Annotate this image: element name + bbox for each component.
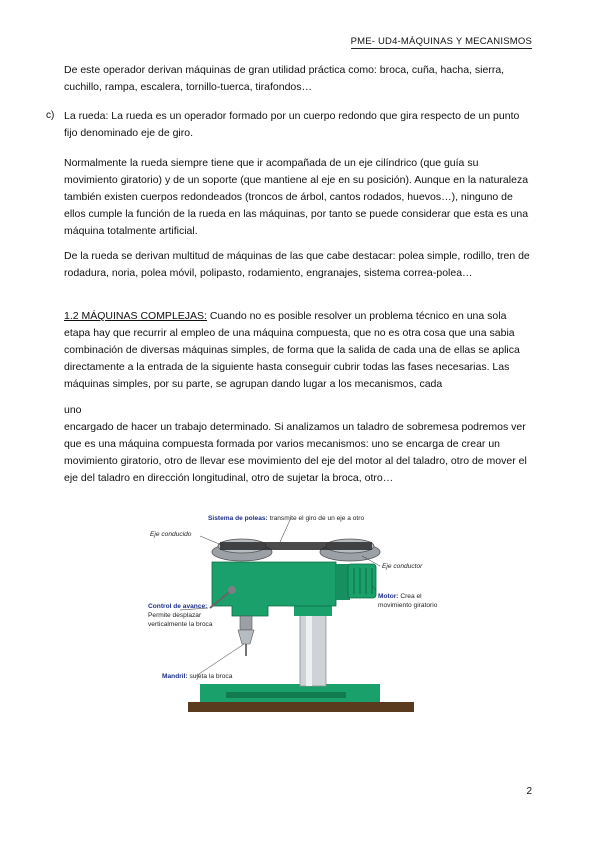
drill-column: [300, 614, 326, 686]
workbench-base: [188, 702, 414, 712]
drill-press-illustration: [140, 506, 460, 718]
chuck: [238, 630, 254, 644]
paragraph-wedge-derivatives: De este operador derivan máquinas de gran utilidad práctica como: broca, cuña, hacha, sierra, cuchillo, rampa, escalera, tornillo-tuerca, tirafondos…: [64, 64, 505, 93]
paragraph-complex-machines: [64, 308, 534, 393]
list-label-c: c): [46, 110, 55, 121]
poleas-leader: [280, 520, 290, 542]
mandril-label: Mandril: sujeta la broca: [162, 673, 233, 680]
paragraph-wheel-definition: La rueda: La rueda es un operador formado por un cuerpo redondo que gira respecto de un punto fijo denominado eje de giro.: [64, 110, 520, 139]
eje-conducido-label: Eje conducido: [150, 531, 192, 538]
control-label-line2: Permite desplazar: [148, 612, 202, 619]
poleas-label: Sistema de poleas: transmite el giro de un eje a otro: [208, 515, 365, 522]
mandril-leader: [196, 644, 244, 676]
motor-label-line2: movimiento giratorio: [378, 602, 438, 609]
drill-analysis-first-word: uno: [64, 404, 82, 416]
drill-press-diagram: [140, 506, 460, 718]
column-highlight: [306, 614, 312, 686]
section-heading-complex-machines: 1.2 MÁQUINAS COMPLEJAS:: [64, 310, 207, 322]
drill-base-slot: [226, 692, 346, 698]
complex-machines-text: Cuando no es posible resolver un problema técnico en una sola etapa hay que recurrir al empleo de una máquina compuesta, que no es otra cosa que una sabia combinación de diversas máquinas simples, de forma que la salida de cada una de ellas se aplica directamente a la entrada de la siguiente hasta conseguir cubrir todas las fases necesarias. Las máquinas simples, por su parte, se agrupan dando lugar a los mecanismos, cada: [64, 310, 520, 390]
page-number: 2: [526, 786, 532, 797]
feed-hub: [228, 586, 236, 594]
control-label-line3: verticalmente la broca: [148, 621, 213, 628]
eje-conductor-label: Eje conductor: [382, 563, 423, 570]
paragraph-wheel-derivatives: De la rueda se derivan multitud de máquinas de las que cabe destacar: polea simple, rodillo, tren de rodadura, noria, polea móvil, polipasto, rodamiento, engranajes, sistema correa-polea…: [64, 250, 530, 279]
page-header: PME- UD4-MÁQUINAS Y MECANISMOS: [350, 36, 532, 47]
paragraph-drill-analysis: [64, 402, 534, 487]
eje-conducido-leader: [200, 536, 224, 546]
paragraph-wheel-axle: Normalmente la rueda siempre tiene que ir acompañada de un eje cilíndrico (que guía su movimiento giratorio) y de un soporte (que mantiene al eje en su posición). Aunque en la naturaleza también existen cuerpos redondeados (troncos de árbol, cantos rodados, huevos…), ninguno de ellos cumple la función de la rueda en las máquinas, por tanto se puede considerar que esta es una máquina totalmente artificial.: [64, 157, 529, 237]
control-label: Control de avance:: [148, 603, 208, 610]
spindle: [240, 616, 252, 630]
drill-analysis-text: encargado de hacer un trabajo determinado. Si analizamos un taladro de sobremesa podremos ver que es una máquina compuesta formada por varios mecanismos: uno se encarga de crear un movimiento giratorio, otro de llevar ese movimiento del eje del motor al del taladro, otro de mover el eje del taladro en dirección longitudinal, otro de sujetar la broca, otro…: [64, 421, 527, 484]
motor-label: Motor: Crea el: [378, 593, 422, 600]
belt: [220, 542, 372, 550]
